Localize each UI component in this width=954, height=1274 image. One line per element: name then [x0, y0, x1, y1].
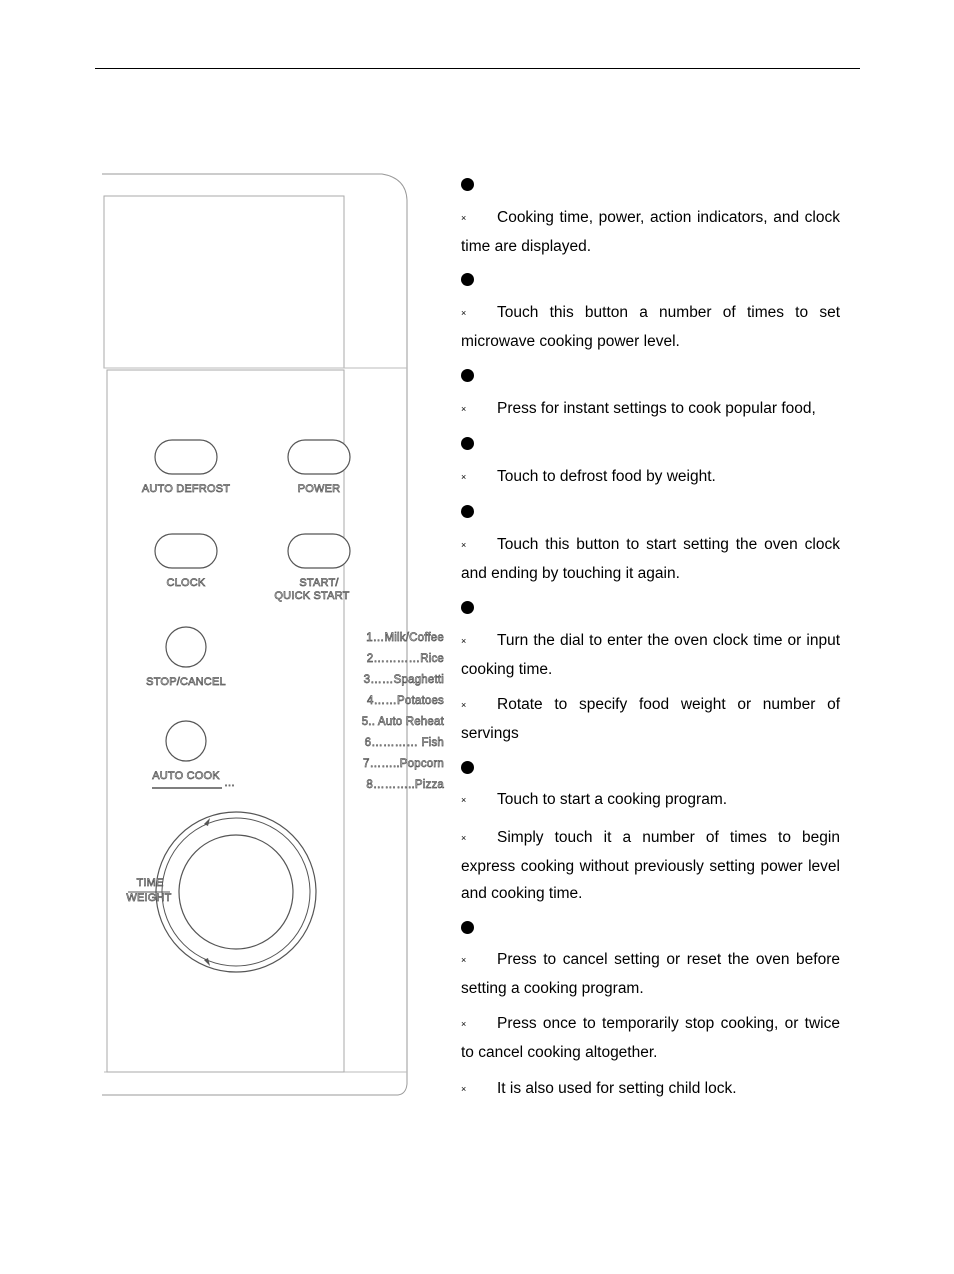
section-marker-auto-cook	[461, 369, 474, 382]
dial-weight-label: WEIGHT	[126, 892, 172, 904]
start-button	[288, 534, 350, 568]
section-power-item: × Touch this button a number of times to set microwave cooking power level.	[461, 299, 840, 355]
menu-item: 2…………Rice	[366, 653, 444, 665]
section-marker-power	[461, 273, 474, 286]
menu-item: 5.. Auto Reheat	[361, 716, 444, 728]
bullet-icon: ×	[461, 308, 467, 318]
power-label: POWER	[297, 483, 341, 495]
bullet-icon: ×	[461, 795, 467, 805]
section-marker-stop	[461, 921, 474, 934]
bullet-icon: ×	[461, 1084, 467, 1094]
menu-item: 8………..Pizza	[366, 779, 444, 791]
menu-item: 1…Milk/Coffee	[366, 632, 444, 644]
section-dial-item-1: × Turn the dial to enter the oven clock time or input cooking time.	[461, 627, 840, 683]
section-start-item-1: × Touch to start a cooking program.	[461, 786, 840, 815]
menu-item: 3……Spaghetti	[363, 674, 444, 686]
bullet-icon: ×	[461, 404, 467, 414]
menu-item: 4……Potatoes	[367, 695, 444, 707]
bullet-icon: ×	[461, 955, 467, 965]
menu-item: 6………… Fish	[364, 737, 444, 749]
section-start-item-2: × Simply touch it a number of times to begin express cooking without previously setting power level and cooking time.	[461, 824, 840, 908]
section-marker-clock	[461, 505, 474, 518]
dial-time-label: TIME	[136, 877, 164, 889]
bullet-icon: ×	[461, 1019, 467, 1029]
section-stop-item-3: × It is also used for setting child lock.	[461, 1075, 840, 1104]
auto-cook-label: AUTO COOK	[152, 770, 220, 782]
bullet-icon: ×	[461, 833, 467, 843]
stop-cancel-label: STOP/CANCEL	[146, 676, 226, 688]
bullet-icon: ×	[461, 700, 467, 710]
bullet-icon: ×	[461, 213, 467, 223]
auto-cook-ellipsis: …	[224, 777, 236, 789]
section-marker-start	[461, 761, 474, 774]
section-stop-item-1: × Press to cancel setting or reset the oven before setting a cooking program.	[461, 946, 840, 1002]
section-marker-defrost	[461, 437, 474, 450]
section-stop-item-2: × Press once to temporarily stop cooking, or twice to cancel cooking altogether.	[461, 1010, 840, 1066]
control-panel-outline	[100, 172, 410, 1098]
power-button	[288, 440, 350, 474]
auto-cook-button	[166, 721, 206, 761]
control-panel-drawing	[100, 172, 444, 1098]
section-display-item: × Cooking time, power, action indicators, and clock time are displayed.	[461, 204, 840, 260]
stop-cancel-button	[166, 627, 206, 667]
start-label: START/	[299, 577, 339, 589]
auto-defrost-button	[155, 440, 217, 474]
auto-defrost-label: AUTO DEFROST	[141, 483, 231, 495]
section-clock-item: × Touch this button to start setting the oven clock and ending by touching it again.	[461, 531, 840, 587]
clock-label: CLOCK	[166, 577, 206, 589]
menu-item: 7……..Popcorn	[362, 758, 444, 770]
section-marker-display	[461, 178, 474, 191]
bullet-icon: ×	[461, 540, 467, 550]
clock-button	[155, 534, 217, 568]
section-auto-cook-item: × Press for instant settings to cook popular food,	[461, 395, 840, 424]
section-dial-item-2: × Rotate to specify food weight or number of servings	[461, 691, 840, 747]
section-defrost-item: × Touch to defrost food by weight.	[461, 463, 840, 492]
quick-start-label: QUICK START	[274, 590, 350, 602]
header-rule	[95, 68, 860, 69]
section-marker-dial	[461, 601, 474, 614]
bullet-icon: ×	[461, 472, 467, 482]
bullet-icon: ×	[461, 636, 467, 646]
